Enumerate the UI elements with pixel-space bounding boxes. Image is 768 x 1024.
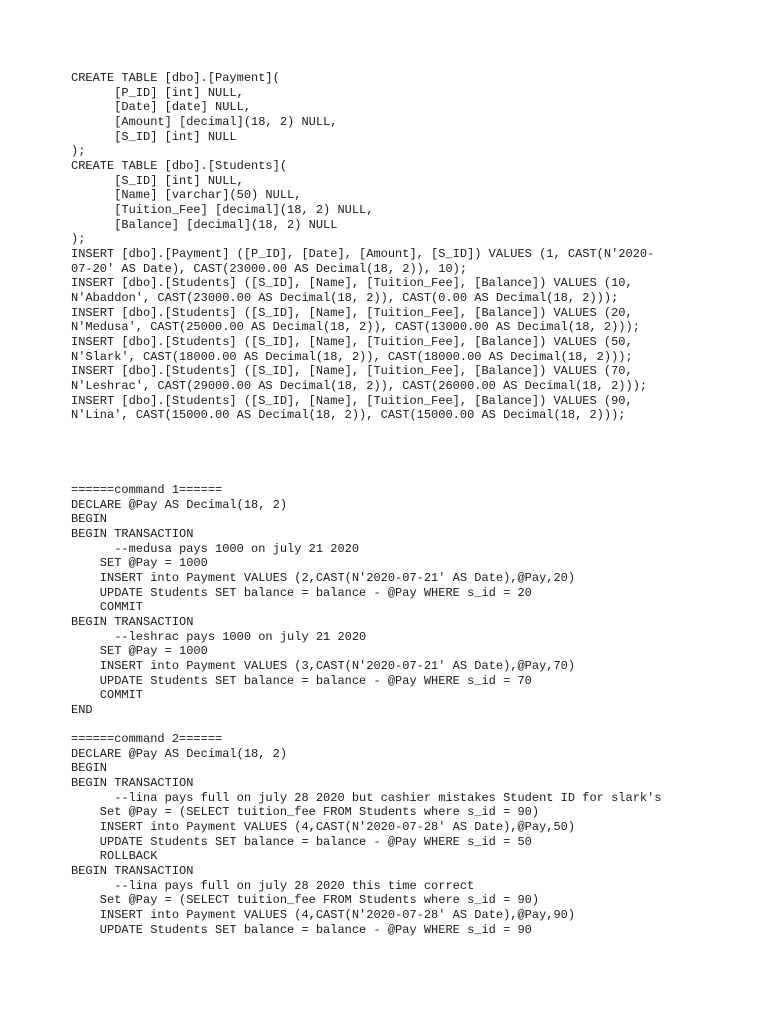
command-1-block: ======command 1====== DECLARE @Pay AS Decimal(18, 2) BEGIN BEGIN TRANSACTION --medusa pays 1000 on july 21 2020 SET @Pay = 1000 INSERT into Payment VALUES (2,CAST(N'2020-07-21' AS Date),@Pay,20) UPDATE Students SET balance = balance - @Pay WHERE s_id = 20 COMMIT BEGIN TRANSACTION --leshrac pays 1000 on july 21 2020 SET @Pay = 1000 INSERT into Payment VALUES (3,CAST(N'2020-07-21' AS Date),@Pay,70) UPDATE Students SET balance = balance - @Pay WHERE s_id = 70 COMMIT END <box>71 483 576 718</box>
schema-sql-block: CREATE TABLE [dbo].[Payment]( [P_ID] [int] NULL, [Date] [date] NULL, [Amount] [decimal](18, 2) NULL, [S_ID] [int] NULL ); CREATE TABLE [dbo].[Students]( [S_ID] [int] NULL, [Name] [varchar](50) NULL, [Tuition_Fee] [decimal](18, 2) NULL, [Balance] [decimal](18, 2) NULL ); INSERT [dbo].[Payment] ([P_ID], [Date], [Amount], [S_ID]) VALUES (1, CAST(N'2020- 07-20' AS Date), CAST(23000.00 AS Decimal(18, 2)), 10); INSERT [dbo].[Students] ([S_ID], [Name], [Tuition_Fee], [Balance]) VALUES (10, N'Abaddon', CAST(23000.00 AS Decimal(18, 2)), CAST(0.00 AS Decimal(18, 2))); INSERT [dbo].[Students] ([S_ID], [Name], [Tuition_Fee], [Balance]) VALUES (20, N'Medusa', CAST(25000.00 AS Decimal(18, 2)), CAST(13000.00 AS Decimal(18, 2))); INSERT [dbo].[Students] ([S_ID], [Name], [Tuition_Fee], [Balance]) VALUES (50, N'Slark', CAST(18000.00 AS Decimal(18, 2)), CAST(18000.00 AS Decimal(18, 2))); INSERT [dbo].[Students] ([S_ID], [Name], [Tuition_Fee], [Balance]) VALUES (70, N'Leshrac', CAST(29000.00 AS Decimal(18, 2)), CAST(26000.00 AS Decimal(18, 2))); INSERT [dbo].[Students] ([S_ID], [Name], [Tuition_Fee], [Balance]) VALUES (90, N'Lina', CAST(15000.00 AS Decimal(18, 2)), CAST(15000.00 AS Decimal(18, 2))); <box>71 71 655 423</box>
command-2-block: ======command 2====== DECLARE @Pay AS Decimal(18, 2) BEGIN BEGIN TRANSACTION --lina pays full on july 28 2020 but cashier mistakes Student ID for slark's Set @Pay = (SELECT tuition_fee FROM Students where s_id = 90) INSERT into Payment VALUES (4,CAST(N'2020-07-28' AS Date),@Pay,50) UPDATE Students SET balance = balance - @Pay WHERE s_id = 50 ROLLBACK BEGIN TRANSACTION --lina pays full on july 28 2020 this time correct Set @Pay = (SELECT tuition_fee FROM Students where s_id = 90) INSERT into Payment VALUES (4,CAST(N'2020-07-28' AS Date),@Pay,90) UPDATE Students SET balance = balance - @Pay WHERE s_id = 90 <box>71 732 662 937</box>
